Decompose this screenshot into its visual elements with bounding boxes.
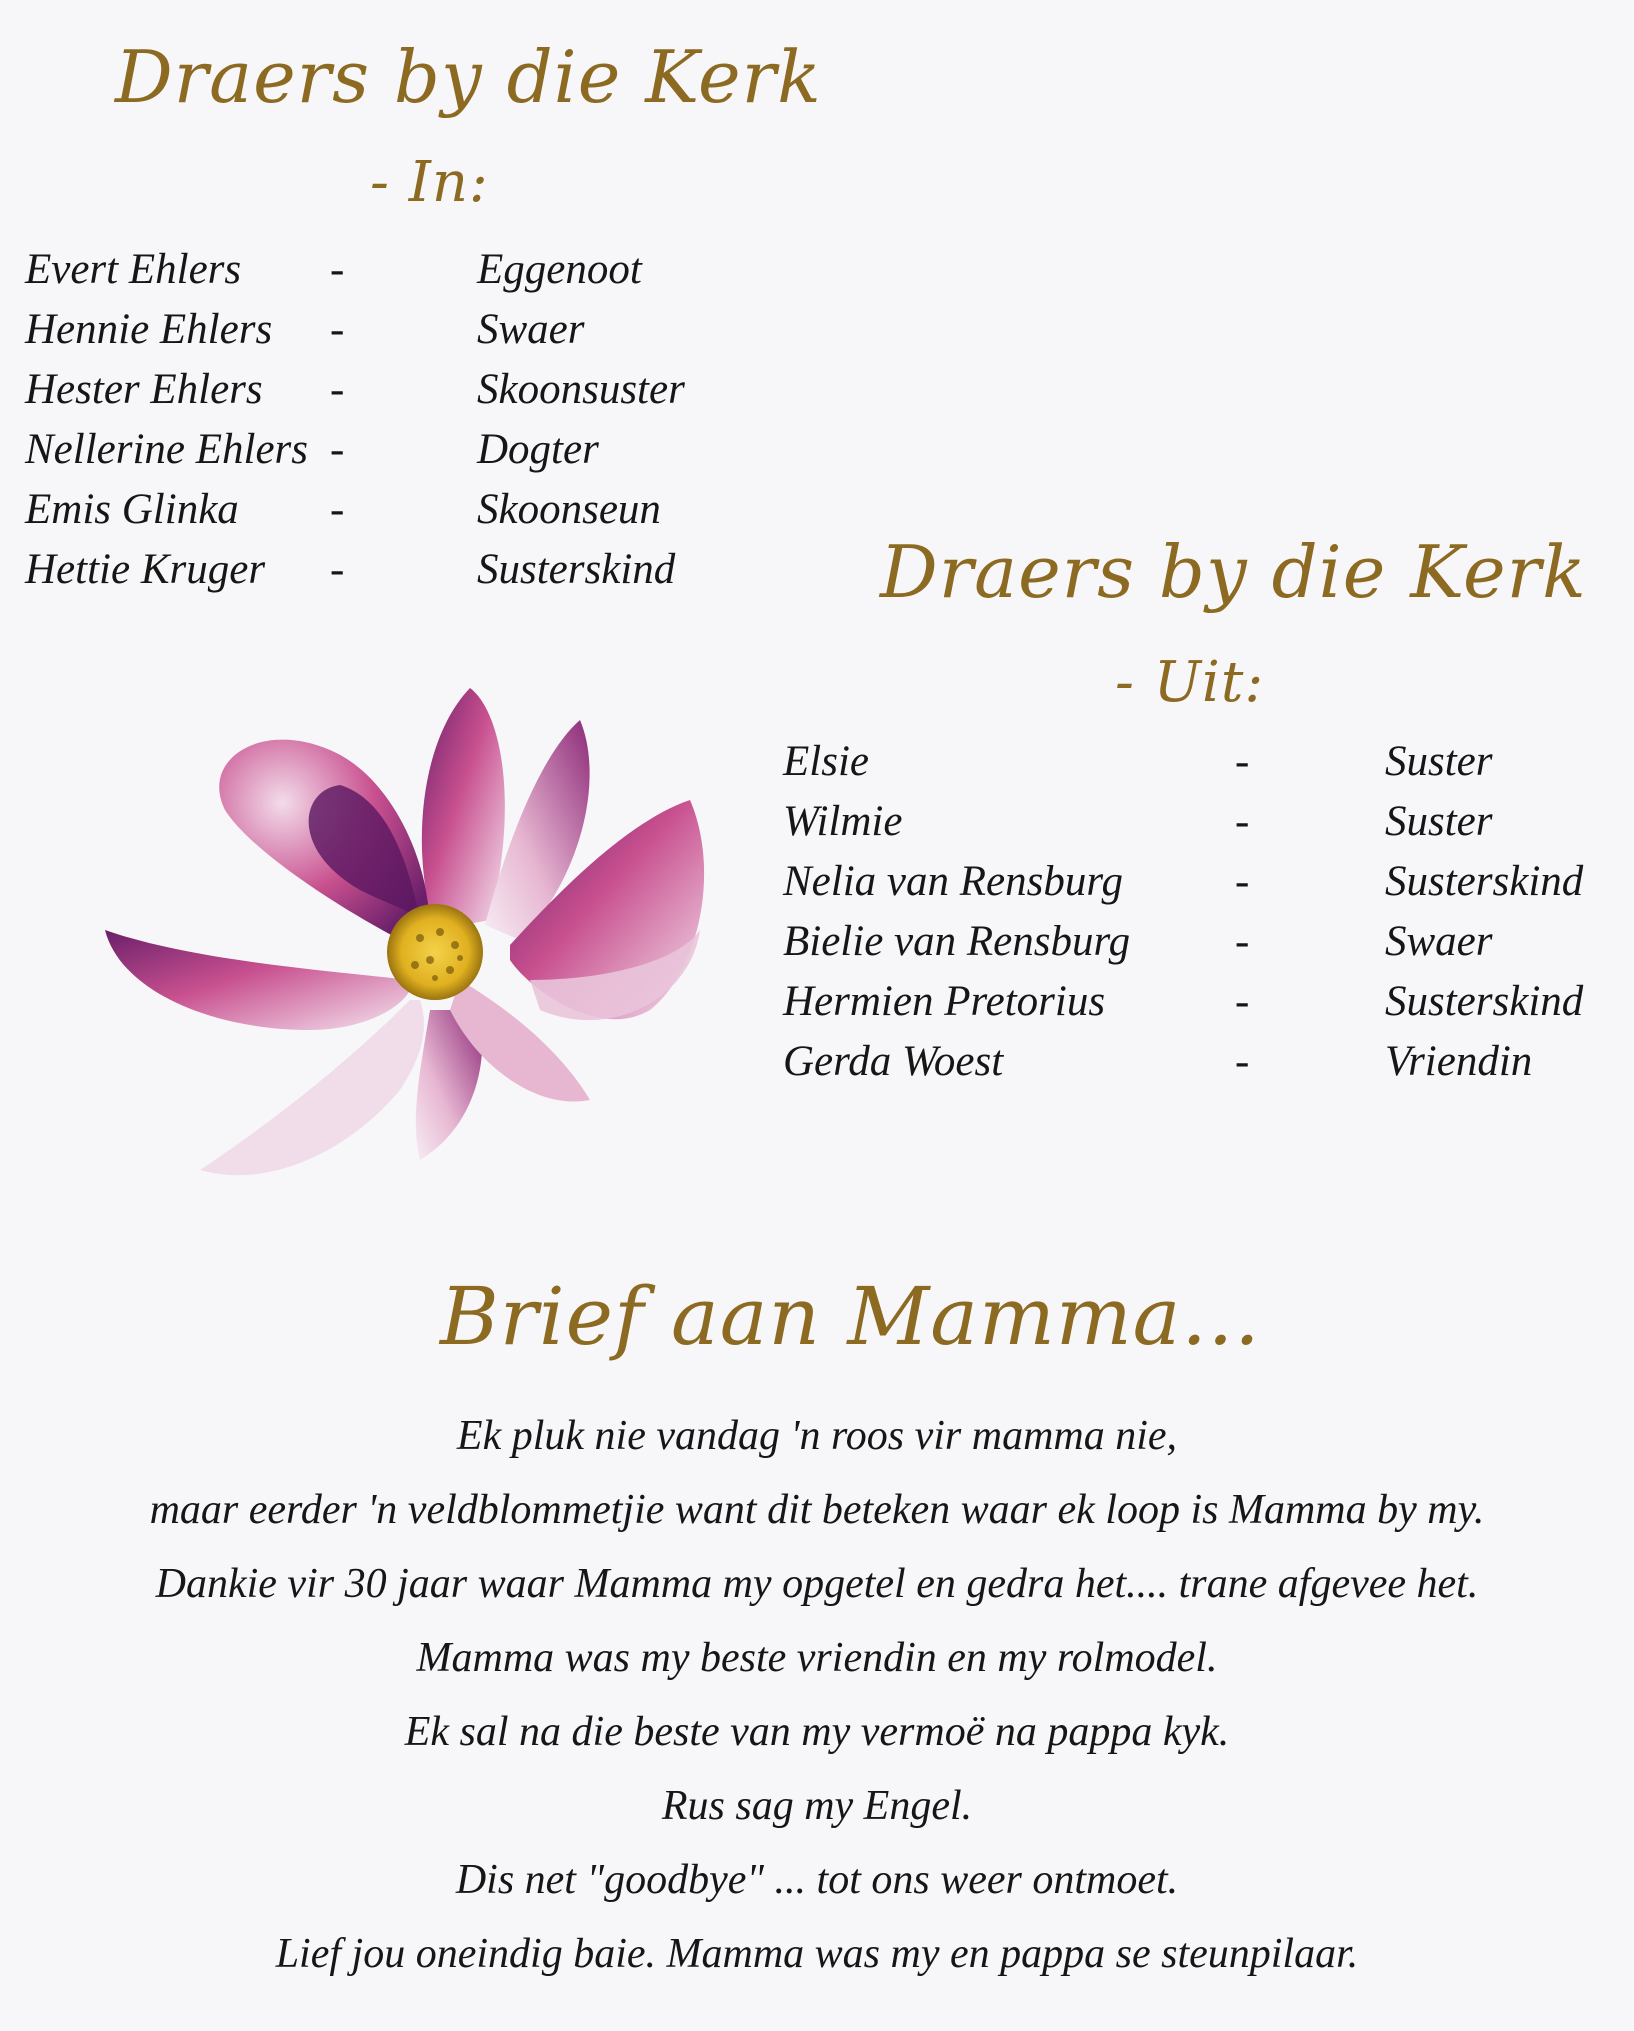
bearer-name: Bielie van Rensburg [783, 918, 1131, 965]
bearer-relation: Swaer [477, 306, 585, 353]
bearer-name: Wilmie [783, 798, 903, 845]
bearer-relation: Eggenoot [477, 246, 642, 293]
bearer-relation: Vriendin [1385, 1038, 1533, 1085]
letter-heading: Brief aan Mamma... [440, 1270, 1261, 1363]
bearer-relation: Susterskind [477, 546, 676, 593]
bearer-name: Hester Ehlers [25, 366, 263, 413]
letter-line: Rus sag my Engel. [661, 1783, 973, 1829]
bearer-name: Hermien Pretorius [783, 978, 1106, 1025]
separator-dash: - [330, 246, 345, 293]
bearer-relation: Susterskind [1385, 858, 1584, 905]
bearer-relation: Dogter [477, 426, 599, 473]
bearer-relation: Skoonseun [477, 486, 661, 533]
uit-heading: Draers by die Kerk [880, 530, 1587, 614]
letter-line: Mamma was my beste vriendin en my rolmodel. [416, 1635, 1218, 1681]
separator-dash: - [1235, 858, 1250, 905]
separator-dash: - [330, 366, 345, 413]
letter-line: Dankie vir 30 jaar waar Mamma my opgetel en gedra het.... trane afgevee het. [155, 1561, 1479, 1607]
bearer-relation: Suster [1385, 798, 1493, 845]
cosmos-flower-icon [90, 680, 730, 1200]
letter-line: Dis net "goodbye" ... tot ons weer ontmoet. [455, 1857, 1179, 1903]
bearer-relation: Susterskind [1385, 978, 1584, 1025]
separator-dash: - [330, 546, 345, 593]
bearer-relation: Suster [1385, 738, 1493, 785]
bearer-name: Hettie Kruger [25, 546, 266, 593]
letter-line: Ek pluk nie vandag 'n roos vir mamma nie, [456, 1413, 1178, 1459]
uit-subheading: - Uit: [1115, 650, 1265, 715]
bearer-relation: Skoonsuster [477, 366, 685, 413]
in-heading: Draers by die Kerk [115, 35, 822, 119]
letter-line: Ek sal na die beste van my vermoë na pappa kyk. [404, 1709, 1230, 1755]
separator-dash: - [1235, 798, 1250, 845]
separator-dash: - [330, 426, 345, 473]
bearer-name: Evert Ehlers [25, 246, 242, 293]
separator-dash: - [330, 306, 345, 353]
bearer-name: Nelia van Rensburg [783, 858, 1123, 905]
bearer-name: Emis Glinka [25, 486, 239, 533]
bearer-name: Hennie Ehlers [25, 306, 273, 353]
bearer-relation: Swaer [1385, 918, 1493, 965]
bearer-name: Elsie [783, 738, 869, 785]
letter-line: Lief jou oneindig baie. Mamma was my en pappa se steunpilaar. [275, 1931, 1359, 1977]
bearer-name: Gerda Woest [783, 1038, 1004, 1085]
separator-dash: - [1235, 1038, 1250, 1085]
in-subheading: - In: [370, 150, 489, 215]
bearer-name: Nellerine Ehlers [25, 426, 309, 473]
separator-dash: - [1235, 978, 1250, 1025]
separator-dash: - [1235, 918, 1250, 965]
separator-dash: - [330, 486, 345, 533]
separator-dash: - [1235, 738, 1250, 785]
letter-line: maar eerder 'n veldblommetjie want dit beteken waar ek loop is Mamma by my. [149, 1487, 1485, 1533]
